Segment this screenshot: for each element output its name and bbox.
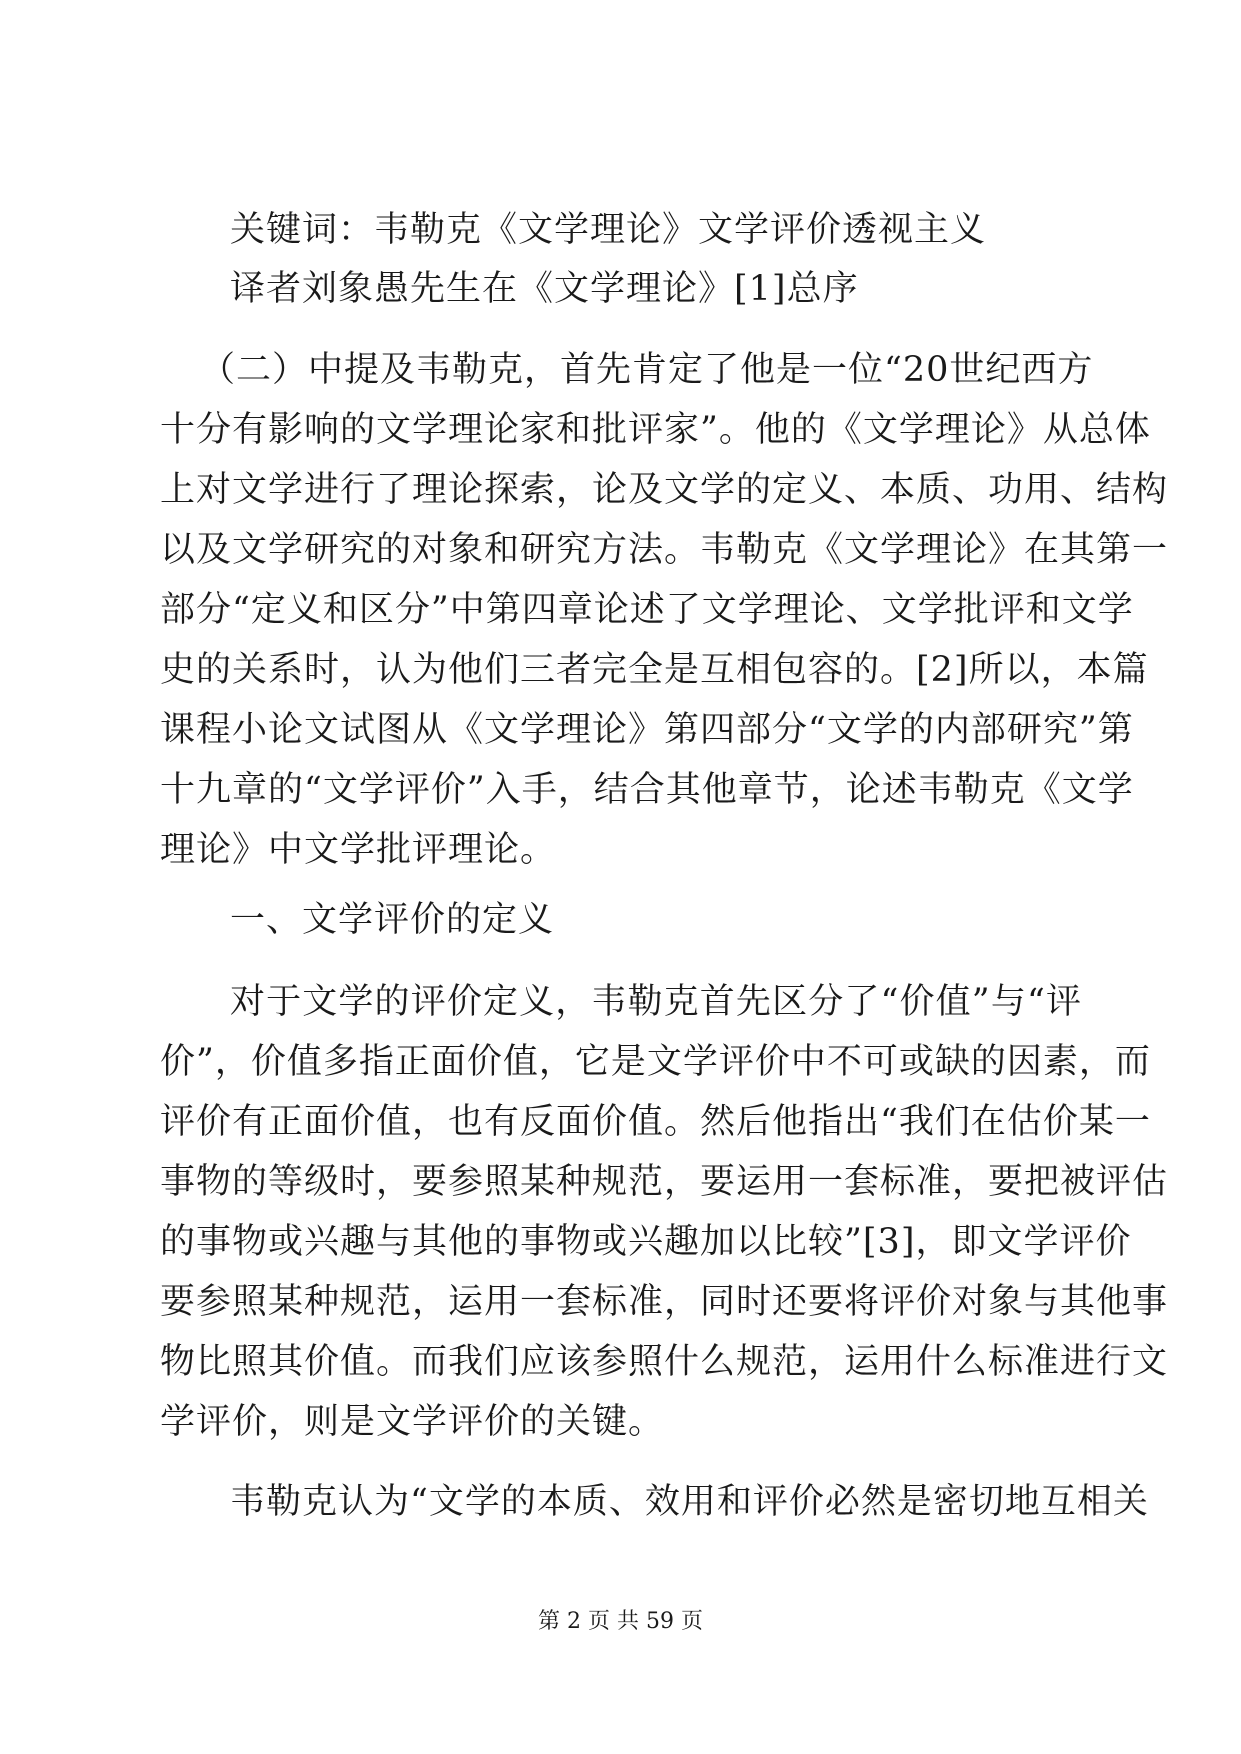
paragraph-line: 课程小论文试图从《文学理论》第四部分“文学的内部研究”第 [160,710,1134,750]
keywords-line: 关键词：韦勒克《文学理论》文学评价透视主义 [230,210,987,250]
paragraph-line: （二）中提及韦勒克，首先肯定了他是一位“20世纪西方 [200,350,1094,390]
paragraph-line: 译者刘象愚先生在《文学理论》[1]总序 [230,269,859,309]
paragraph-line: 事物的等级时，要参照某种规范，要运用一套标准，要把被评估 [160,1162,1169,1202]
paragraph-line: 的事物或兴趣与其他的事物或兴趣加以比较”[3]，即文学评价 [160,1222,1132,1262]
page-number-footer: 第 2 页 共 59 页 [538,1609,703,1634]
paragraph-line: 以及文学研究的对象和研究方法。韦勒克《文学理论》在其第一 [160,530,1169,570]
paragraph-line: 理论》中文学批评理论。 [160,830,557,870]
paragraph-line: 评价有正面价值，也有反面价值。然后他指出“我们在估价某一 [160,1102,1151,1142]
paragraph-line: 韦勒克认为“文学的本质、效用和评价必然是密切地互相关 [230,1482,1149,1522]
paragraph-line: 要参照某种规范，运用一套标准，同时还要将评价对象与其他事 [160,1282,1169,1322]
paragraph-line: 史的关系时，认为他们三者完全是互相包容的。[2]所以，本篇 [160,650,1149,690]
paragraph-line: 对于文学的评价定义，韦勒克首先区分了“价值”与“评 [230,982,1082,1022]
paragraph-line: 学评价，则是文学评价的关键。 [160,1402,665,1442]
paragraph-line: 上对文学进行了理论探索，论及文学的定义、本质、功用、结构 [160,470,1169,510]
paragraph-line: 物比照其价值。而我们应该参照什么规范，运用什么标准进行文 [160,1342,1169,1382]
paragraph-line: 十分有影响的文学理论家和批评家”。他的《文学理论》从总体 [160,410,1151,450]
paragraph-line: 价”，价值多指正面价值，它是文学评价中不可或缺的因素，而 [160,1042,1151,1082]
section-heading: 一、文学评价的定义 [230,900,555,940]
paragraph-line: 十九章的“文学评价”入手，结合其他章节，论述韦勒克《文学 [160,770,1134,810]
paragraph-line: 部分“定义和区分”中第四章论述了文学理论、文学批评和文学 [160,590,1134,630]
